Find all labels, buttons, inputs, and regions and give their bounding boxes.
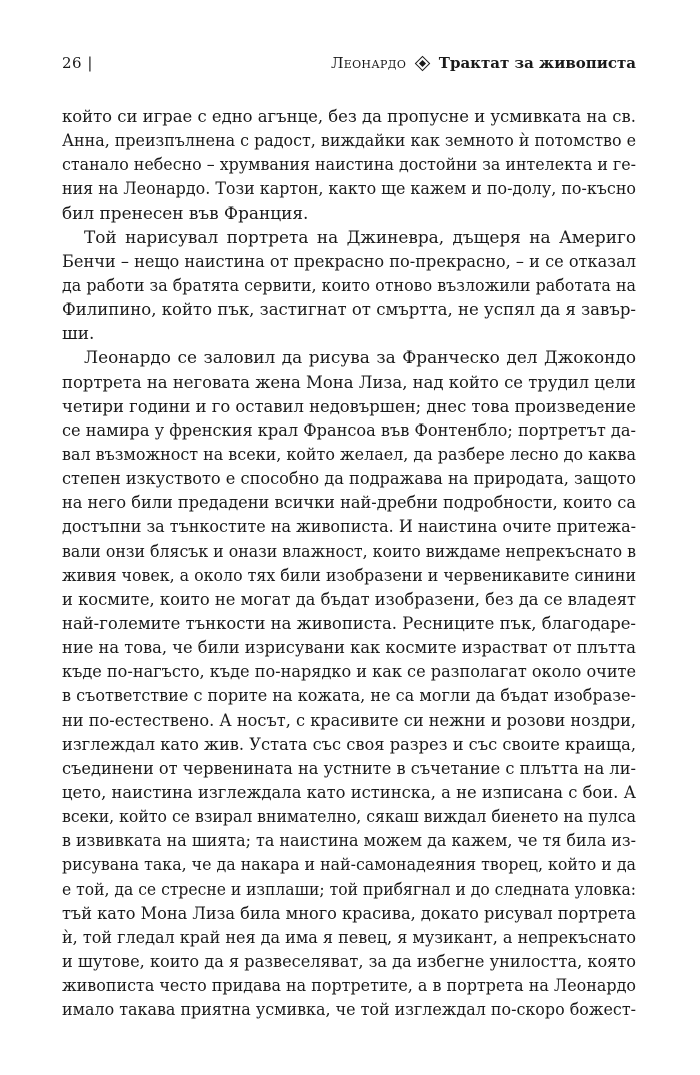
text-line: и шутове, които да я развеселяват, за да избегне унилостта, която xyxy=(62,950,637,971)
text-line: Бенчи – нещо наистина от прекрасно по-прекрасно, – и се отказал xyxy=(62,250,637,271)
text-line: най-големите тънкости на живописта. Ресниците пък, благодаре- xyxy=(62,612,636,633)
text-line: на него били предадени всички най-дребни подробности, които са xyxy=(62,492,637,513)
text-line: ни по-естествено. А носът, с красивите си нежни и розови ноздри, xyxy=(62,709,637,730)
running-title: Трактат за живописта xyxy=(438,54,636,72)
paragraph xyxy=(62,104,636,225)
running-head xyxy=(331,54,636,72)
text-line: бил пренесен във Франция. xyxy=(62,202,309,223)
text-line: Филипино, който пък, застигнат от смъртта, не успял да я завър- xyxy=(62,299,636,320)
text-line: вали онзи блясък и онази влажност, които виждаме непрекъснато в xyxy=(62,540,636,561)
text-line: да работи за братята сервити, които отново възложили работата на xyxy=(62,274,637,295)
text-line: къде по-нагъсто, къде по-нарядко и как се разполагат около очите xyxy=(62,661,637,682)
text-line: ѝ, той гледал край нея да има я певец, я музикант, а непрекъснато xyxy=(62,926,636,947)
text-line: и космите, които не могат да бъдат изобразени, без да се владеят xyxy=(62,588,637,609)
paragraph xyxy=(62,345,636,1021)
text-line: имало такава приятна усмивка, че той изглеждал по-скоро божест- xyxy=(62,999,637,1020)
text-line: тъй като Мона Лиза била много красива, докато рисувал портрета xyxy=(62,902,636,923)
page-number: 26 | xyxy=(62,54,93,72)
text-line: портрета на неговата жена Мона Лиза, над който се трудил цели xyxy=(62,371,637,392)
diamond-ornament-icon xyxy=(415,56,431,72)
paragraph xyxy=(62,225,636,346)
text-line: в съответствие с порите на кожата, не са могли да бъдат изобразе- xyxy=(62,685,636,706)
text-line: който си играе с едно агънце, без да пропусне и усмивката на св. xyxy=(62,106,636,126)
text-line: достъпни за тънкостите на живописта. И наистина очите притежа- xyxy=(62,516,637,537)
body-text xyxy=(62,104,636,1021)
text-line: степен изкуството е способно да подражава на природата, защото xyxy=(62,468,636,489)
text-line: станало небесно – хрумвания наистина достойни за интелекта и ге- xyxy=(62,154,636,175)
text-line: ние на това, че били изрисувани как космите израстват от плътта xyxy=(62,637,636,658)
text-line: ния на Леонардо. Този картон, както ще кажем и по-долу, по-късно xyxy=(62,178,636,199)
running-header xyxy=(62,52,636,78)
text-line: Леонардо се заловил да рисува за Франческо дел Джокондо xyxy=(84,347,636,368)
text-line: живия човек, а около тях били изобразени и червеникавите синини xyxy=(62,564,637,585)
text-line: в извивката на шията; та наистина можем да кажем, че тя била из- xyxy=(62,830,636,851)
text-line: четири години и го оставил недовършен; днес това произведение xyxy=(62,395,636,416)
text-line: Анна, преизпълнена с радост, виждайки как земното ѝ потомство е xyxy=(62,130,637,151)
text-line: цето, наистина изглеждала като истинска, а не изписана с бои. А xyxy=(62,781,636,802)
running-author: Леонардо xyxy=(330,54,407,72)
text-line: рисувана така, че да накара и най-самонадеяния творец, който и да xyxy=(62,854,636,875)
text-line: е той, да се стресне и изплаши; той прибягнал и до следната уловка: xyxy=(62,878,637,899)
text-line: ши. xyxy=(62,323,95,344)
text-line: живописта често придава на портретите, а в портрета на Леонардо xyxy=(62,975,636,996)
text-line: вал възможност на всеки, който желаел, да разбере лесно до каква xyxy=(62,443,636,464)
text-line: се намира у френския крал Франсоа във Фонтенбло; портретът да- xyxy=(62,419,636,440)
text-line: изглеждал като жив. Устата със своя разрез и със своите краища, xyxy=(62,733,636,754)
text-line: съединени от червенината на устните в съчетание с плътта на ли- xyxy=(62,757,636,778)
text-line: Той нарисувал портрета на Джиневра, дъщеря на Америго xyxy=(84,226,636,247)
text-line: всеки, който се взирал внимателно, сякаш виждал биенето на пулса xyxy=(62,806,636,827)
